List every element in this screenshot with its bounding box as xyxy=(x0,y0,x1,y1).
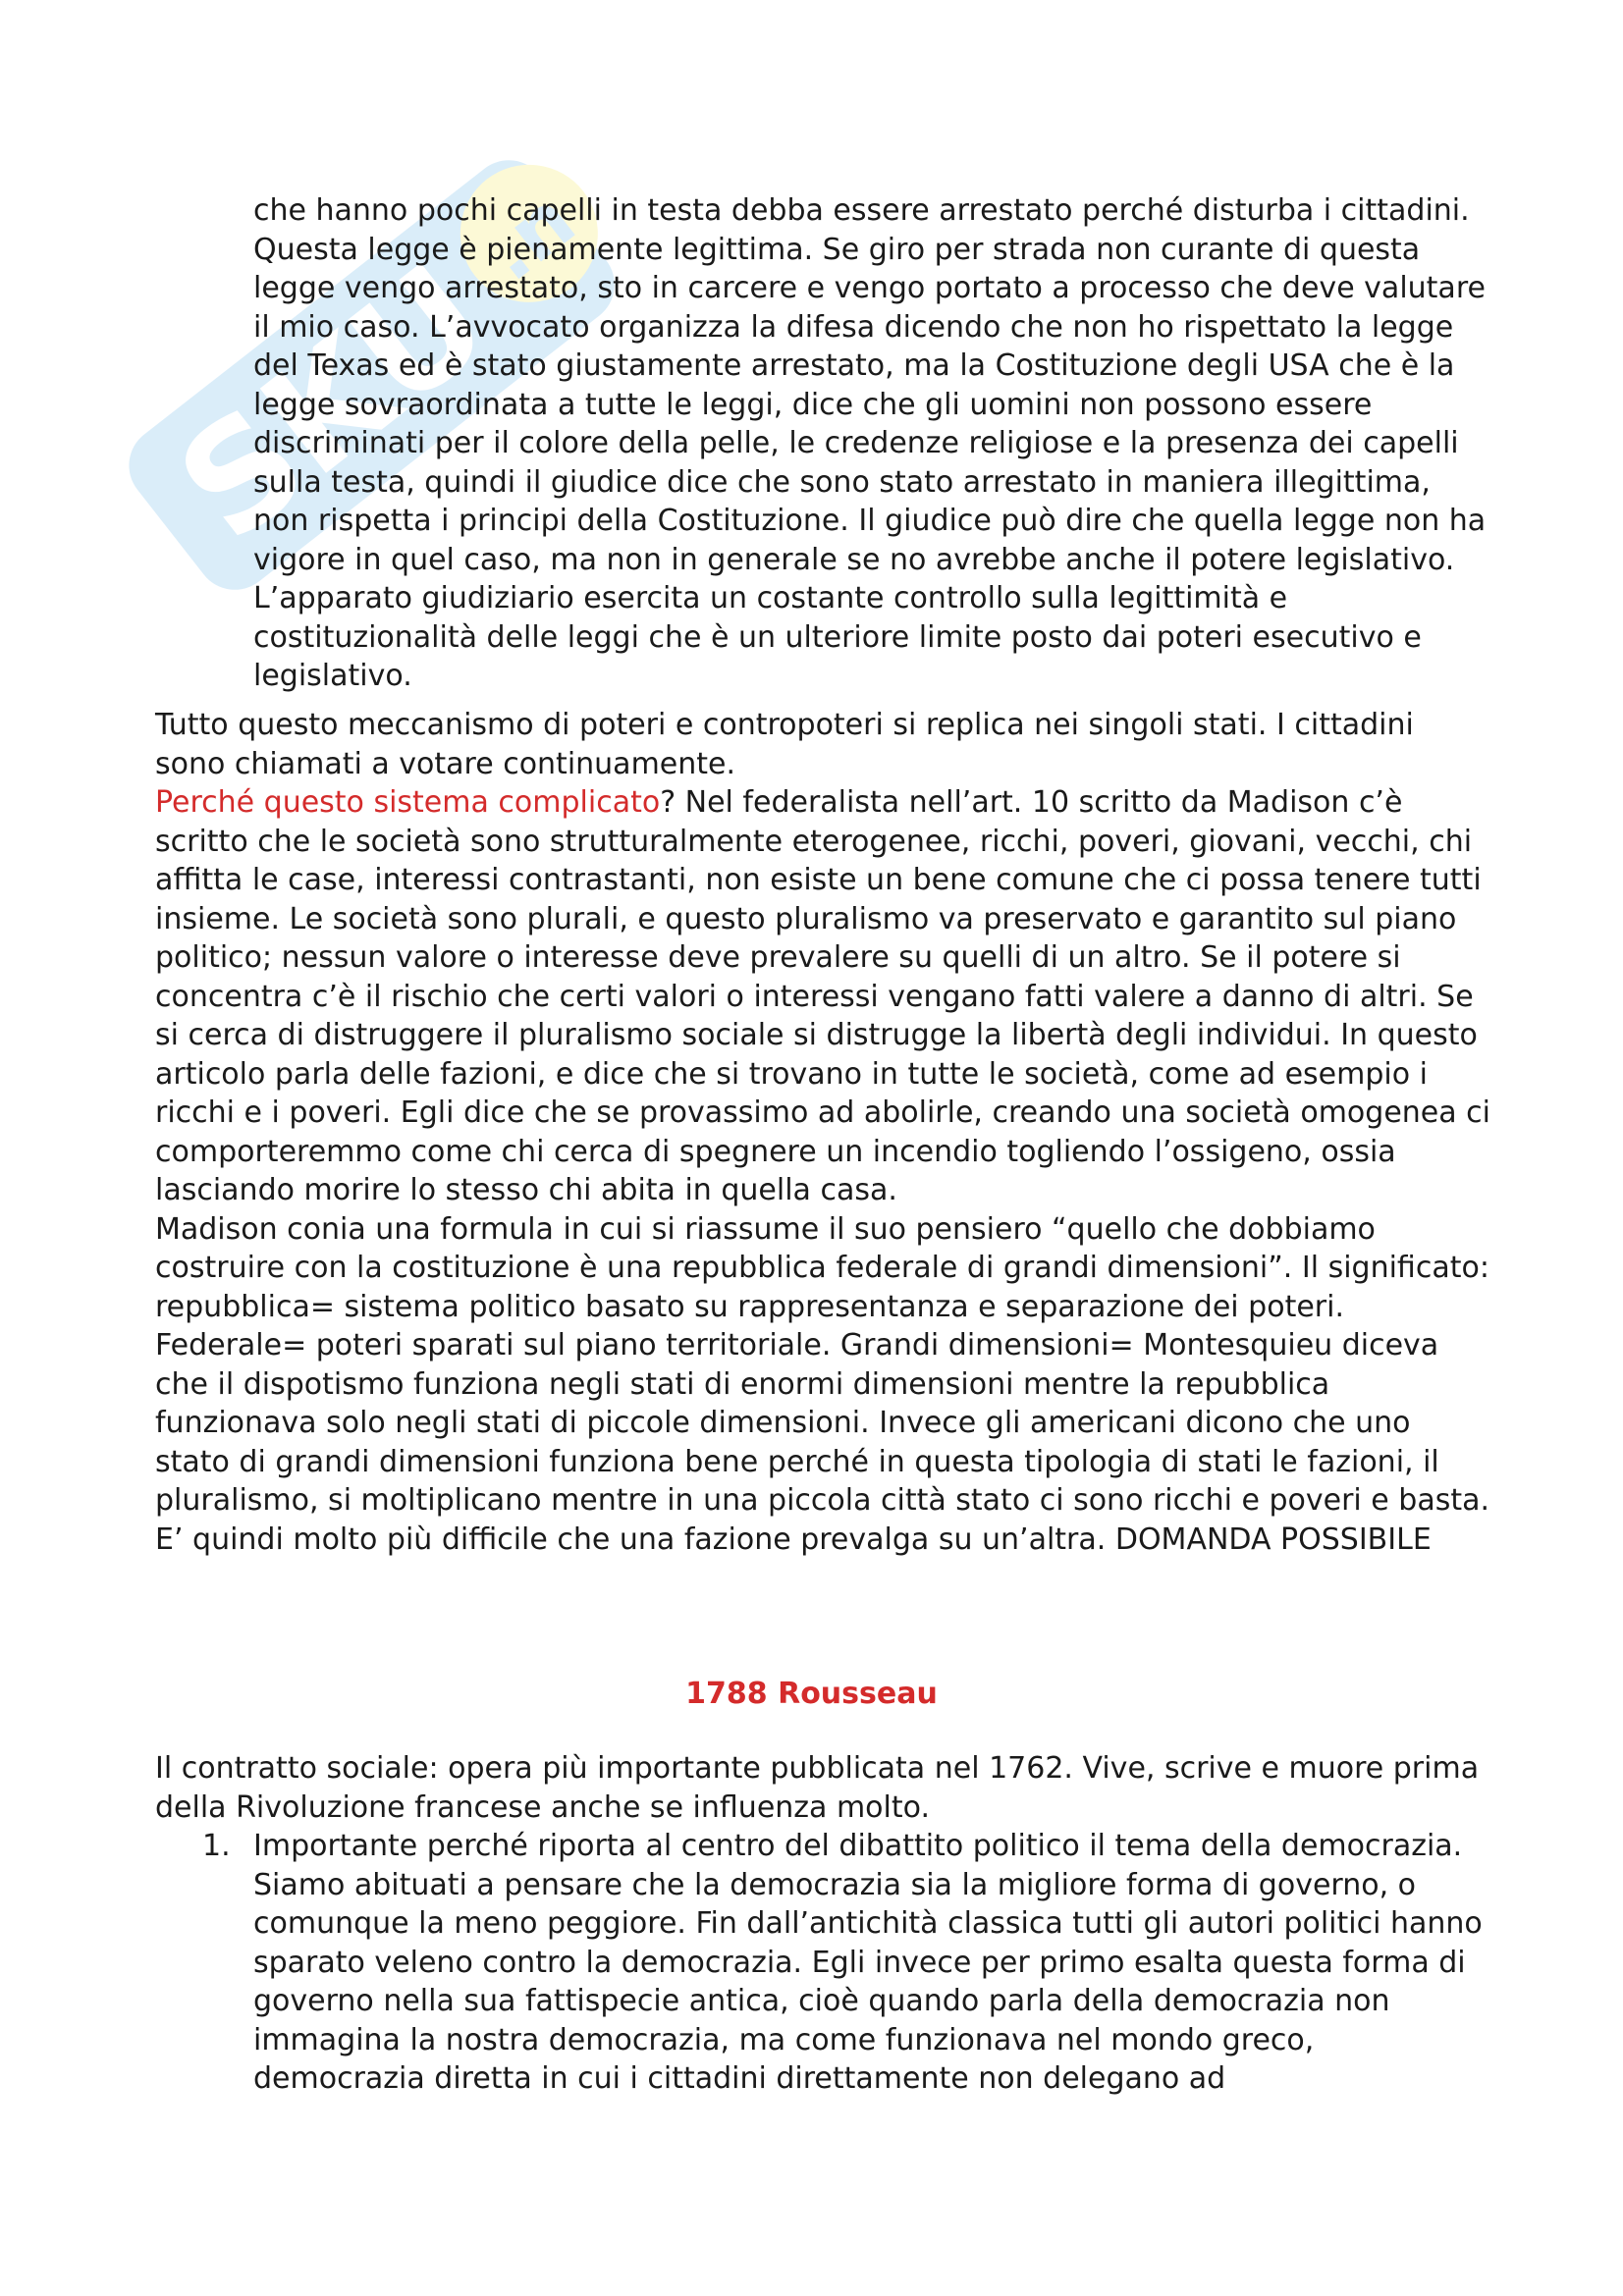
paragraph-madison-text: ? Nel federalista nell’art. 10 scritto da Madison c’è scritto che le società sono strutturalmente eterogenee, ricchi, poveri, giovani, vecchi, chi affitta le case, interessi contrastanti, non esiste un bene comune che ci possa tenere tutti insieme. Le società sono plurali, e questo pluralismo va preservato e garantito sul piano politico; nessun valore o interesse deve prevalere su quelli di un altro. Se il potere si concentra c’è il rischio che certi valori o interessi vengano fatti valere a danno di altri. Se si cerca di distruggere il pluralismo sociale si distrugge la libertà degli individui. In questo articolo parla delle fazioni, e dice che si trovano in tutte le società, come ad esempio i ricchi e i poveri. Egli dice che se provassimo ad abolirle, creando una società omogenea ci comporteremmo come chi cerca di spegnere un incendio togliendo l’ossigeno, ossia lasciando morire lo stesso chi abita in quella casa. xyxy=(155,785,1490,1207)
list-item-number: 1. xyxy=(202,1829,231,1863)
red-question: Perché questo sistema complicato xyxy=(155,785,661,820)
main-body xyxy=(155,706,1492,1559)
section-intro: Il contratto sociale: opera più importante pubblicata nel 1762. Vive, scrive e muore prima della Rivoluzione francese anche se influenza molto. xyxy=(155,1751,1480,1825)
svg-text:SKU: SKU xyxy=(148,232,519,575)
paragraph-madison-federalist xyxy=(155,783,1492,1210)
list-item xyxy=(155,1827,1492,2099)
paragraph-madison-formula: Madison conia una formula in cui si riassume il suo pensiero “quello che dobbiamo costruire con la costituzione è una repubblica federale di grandi dimensioni”. Il significato: repubblica= sistema politico basato su rappresentanza e separazione dei poteri. Federale= poteri sparati sul piano territoriale. Grandi dimensioni= Montesquieu diceva che il dispotismo funziona negli stati di enormi dimensioni mentre la repubblica funzionava solo negli stati di piccole dimensioni. Invece gli americani dicono che uno stato di grandi dimensioni funziona bene perché in questa tipologia di stati le fazioni, il pluralismo, si moltiplicano mentre in una piccola città stato ci sono ricchi e poveri e basta. E’ quindi molto più difficile che una fazione prevalga su un’altra. DOMANDA POSSIBILE xyxy=(155,1211,1490,1557)
continued-paragraph: che hanno pochi capelli in testa debba essere arrestato perché disturba i cittadini. Questa legge è pienamente legittima. Se giro per strada non curante di questa legge vengo arrestato, sto in carcere e vengo portato a processo che deve valutare il mio caso. L’avvocato organizza la difesa dicendo che non ho rispettato la legge del Texas ed è stato giustamente arrestato, ma la Costituzione degli USA che è la legge sovraordinata a tutte le leggi, dice che gli uomini non possono essere discriminati per il colore della pelle, le credenze religiose e la presenza dei capelli sulla testa, quindi il giudice dice che sono stato arrestato in maniera illegittima, non rispetta i principi della Costituzione. Il giudice può dire che quella legge non ha vigore in quel caso, ma non in generale se no avrebbe anche il potere legislativo. L’apparato giudiziario esercita un costante controllo sulla legittimità e costituzionalità delle leggi che è un ulteriore limite posto dai poteri esecutivo e legislativo. xyxy=(253,193,1487,693)
list-item-text: Importante perché riporta al centro del dibattito politico il tema della democrazia. Siamo abituati a pensare che la democrazia sia la migliore forma di governo, o comunque la meno peggiore. Fin dall’antichità classica tutti gli autori politici hanno sparato veleno contro la democrazia. Egli invece per primo esalta questa forma di governo nella sua fattispecie antica, cioè quando parla della democrazia non immagina la nostra democrazia, ma come funzionava nel mondo greco, democrazia diretta in cui i cittadini direttamente non delegano ad xyxy=(253,1829,1483,2096)
numbered-list xyxy=(155,1827,1492,2099)
svg-text:.n: .n xyxy=(467,174,592,299)
paragraph-powers: Tutto questo meccanismo di poteri e contropoteri si replica nei singoli stati. I cittadini sono chiamati a votare continuamente. xyxy=(155,708,1414,781)
section-heading-rousseau: 1788 Rousseau xyxy=(685,1677,938,1711)
